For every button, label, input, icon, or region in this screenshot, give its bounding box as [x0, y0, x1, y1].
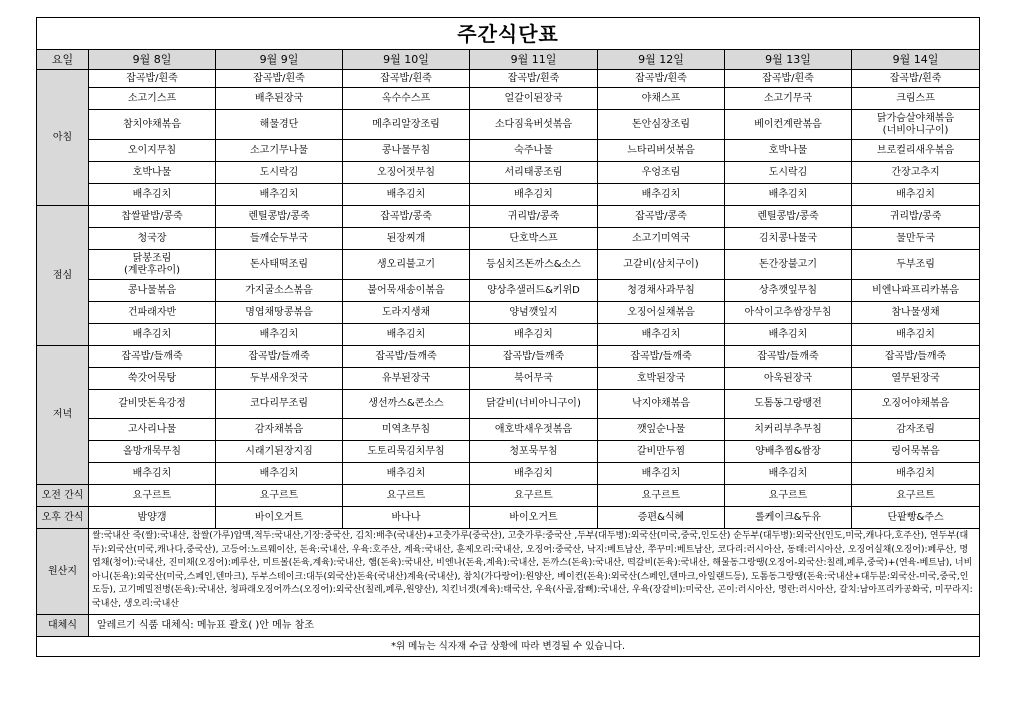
- lunch-menu-item: 고갈비(삼치구이): [598, 250, 725, 280]
- dinner-menu-item: 고사리나물: [89, 419, 216, 441]
- breakfast-menu-item: 브로컬리새우볶음: [852, 140, 980, 162]
- lunch-menu-item: 배추김치: [852, 324, 980, 346]
- dinner-row: [37, 463, 980, 485]
- dinner-menu-item: 갈비만두찜: [598, 441, 725, 463]
- breakfast-menu-item: 잡곡밥/흰죽: [852, 70, 980, 88]
- dinner-menu-item: 감자조림: [852, 419, 980, 441]
- lunch-row: [37, 206, 980, 228]
- breakfast-menu-item: 잡곡밥/흰죽: [343, 70, 470, 88]
- lunch-menu-item: 양념깻잎지: [470, 302, 598, 324]
- morning-snack-item: 요구르트: [725, 485, 852, 507]
- dinner-menu-item: 북어무국: [470, 368, 598, 390]
- dinner-menu-item: 열무된장국: [852, 368, 980, 390]
- dinner-menu-item: 오징어야채볶음: [852, 390, 980, 419]
- afternoon-snack-label: 오후 간식: [37, 507, 89, 529]
- lunch-row: [37, 280, 980, 302]
- breakfast-menu-item: 소고기무나물: [216, 140, 343, 162]
- lunch-menu-item: 렌틸콩밥/콩죽: [725, 206, 852, 228]
- dinner-menu-item: 잡곡밥/들깨죽: [343, 346, 470, 368]
- origin-label: 원산지: [37, 529, 89, 615]
- dinner-menu-item: 잡곡밥/들깨죽: [725, 346, 852, 368]
- breakfast-menu-item: 소고기무국: [725, 88, 852, 110]
- day-header-4: 9월 11일: [470, 50, 598, 70]
- morning-snack-item: 요구르트: [89, 485, 216, 507]
- breakfast-menu-item: 느타리버섯볶음: [598, 140, 725, 162]
- breakfast-label: 아침: [37, 70, 89, 206]
- dinner-menu-item: 두부새우젓국: [216, 368, 343, 390]
- breakfast-menu-item: 도시락김: [725, 162, 852, 184]
- dinner-menu-item: 애호박새우젓볶음: [470, 419, 598, 441]
- lunch-row: [37, 228, 980, 250]
- afternoon-snack-item: 롤케이크&두유: [725, 507, 852, 529]
- dinner-menu-item: 유부된장국: [343, 368, 470, 390]
- dinner-menu-item: 쑥갓어묵탕: [89, 368, 216, 390]
- afternoon-snack-row: [37, 507, 980, 529]
- afternoon-snack-item: 바나나: [343, 507, 470, 529]
- lunch-menu-item: 두부조림: [852, 250, 980, 280]
- dinner-menu-item: 닭갈비(너비아니구이): [470, 390, 598, 419]
- notice-text: *위 메뉴는 식자재 수급 상황에 따라 변경될 수 있습니다.: [37, 637, 980, 657]
- breakfast-menu-item: 야채스프: [598, 88, 725, 110]
- alternative-row: [37, 615, 980, 637]
- breakfast-menu-item: 서리태콩조림: [470, 162, 598, 184]
- dinner-row: [37, 346, 980, 368]
- lunch-menu-item: 청국장: [89, 228, 216, 250]
- day-header-row: [37, 50, 980, 70]
- lunch-menu-item: 돈간장불고기: [725, 250, 852, 280]
- afternoon-snack-item: 증편&식혜: [598, 507, 725, 529]
- lunch-row: [37, 302, 980, 324]
- breakfast-menu-item: 잡곡밥/흰죽: [725, 70, 852, 88]
- breakfast-menu-item: 돈안심장조림: [598, 110, 725, 140]
- lunch-menu-item: 잡곡밥/콩죽: [598, 206, 725, 228]
- dinner-menu-item: 시래기된장지짐: [216, 441, 343, 463]
- dinner-row: [37, 390, 980, 419]
- origin-text: 쌀:국내산 죽(쌀):국내산, 찹쌀(가루)압맥,적두:국내산,기장:중국산, 김치:배추(국내산)+고춧가루(중국산), 고춧가루:중국산 ,두부(대두병):외국산(미국,중국,인도산) 순두부(대두병):외국산(인도,미국,캐나다,호주산), 연두부(대두):외국산(미국,캐나다,중국산), 고등어:노르웨이산, 돈육:국내산, 우육:호주산, 계육:국내산, 훈제오리:국내산, 오징어:중국산, 낙지:베트남산, 쭈꾸미:베트남산, 코다리:러시아산, 동태:러시아산, 오징어실채(오징어):페루산, 명엽채(청어):국내산, 진미채(오징어):페루산, 미트볼(돈육,계육):국내산, 햄(돈육):국내산, 비엔나(돈육,계육):국내산, 돈까스(돈육):국내산, 떡갈비(돈육):국내산, 해물동그랑땡(오징어-외국산:칠레,페루,중국)+(연육-베트남), 너비아니(돈육):외국산(미국,스페인,덴마크), 두부스테이크:대두(외국산)돈육(국내산)계육(국내산), 참치(가다랑어):원양산, 베이컨(돈육):외국산(스페인,덴마크,아일랜드등), 도톰동그랑땡(돈육:국내산+대두분:외국산-미국,중국,인도등), 고기메밀전병(돈육):국내산, 청파래오징어까스(오징어):외국산(칠레,페루,원양산), 치킨너겟(계육):태국산, 우육(사골,잡뼈):국내산, 우육(장갈비):미국산, 곤이:러시아산, 명란:러시아산, 갈치:남아프리카공화국, 미꾸라지:국내산, 생오리:국내산: [89, 529, 980, 615]
- lunch-menu-item: 등심치즈돈까스&소스: [470, 250, 598, 280]
- dinner-row: [37, 368, 980, 390]
- lunch-menu-item: 콩나물볶음: [89, 280, 216, 302]
- notice-row: [37, 637, 980, 657]
- morning-snack-row: [37, 485, 980, 507]
- dinner-menu-item: 도톰동그랑땡전: [725, 390, 852, 419]
- lunch-menu-item: 잡곡밥/콩죽: [343, 206, 470, 228]
- lunch-menu-item: 배추김치: [216, 324, 343, 346]
- lunch-menu-item: 배추김치: [470, 324, 598, 346]
- lunch-menu-item: 배추김치: [89, 324, 216, 346]
- afternoon-snack-item: 단팥빵&주스: [852, 507, 980, 529]
- weekly-menu-sheet: [36, 17, 979, 657]
- dinner-menu-item: 링어묵볶음: [852, 441, 980, 463]
- dinner-menu-item: 낙지야채볶음: [598, 390, 725, 419]
- dinner-menu-item: 배추김치: [216, 463, 343, 485]
- lunch-menu-item: 양상추샐러드&키위D: [470, 280, 598, 302]
- breakfast-menu-item: 얼갈이된장국: [470, 88, 598, 110]
- breakfast-menu-item: 배추된장국: [216, 88, 343, 110]
- dinner-menu-item: 배추김치: [89, 463, 216, 485]
- dinner-row: [37, 441, 980, 463]
- dinner-menu-item: 잡곡밥/들깨죽: [598, 346, 725, 368]
- breakfast-menu-item: 잡곡밥/흰죽: [598, 70, 725, 88]
- alternative-text: 알레르기 식품 대체식: 메뉴표 괄호( )안 메뉴 참조: [89, 615, 980, 637]
- lunch-menu-item: 닭봉조림 (계란후라이): [89, 250, 216, 280]
- day-header-5: 9월 12일: [598, 50, 725, 70]
- breakfast-menu-item: 배추김치: [343, 184, 470, 206]
- dinner-menu-item: 잡곡밥/들깨죽: [216, 346, 343, 368]
- lunch-menu-item: 명엽채땅콩볶음: [216, 302, 343, 324]
- lunch-menu-item: 오징어실채볶음: [598, 302, 725, 324]
- page-title: 주간식단표: [37, 18, 980, 50]
- lunch-menu-item: 된장찌개: [343, 228, 470, 250]
- breakfast-menu-item: 간장고추지: [852, 162, 980, 184]
- lunch-row: [37, 250, 980, 280]
- dinner-menu-item: 배추김치: [343, 463, 470, 485]
- breakfast-row: [37, 110, 980, 140]
- lunch-menu-item: 귀리밥/콩죽: [852, 206, 980, 228]
- dinner-menu-item: 아욱된장국: [725, 368, 852, 390]
- breakfast-menu-item: 배추김치: [725, 184, 852, 206]
- dinner-menu-item: 잡곡밥/들깨죽: [470, 346, 598, 368]
- lunch-menu-item: 비엔나파프리카볶음: [852, 280, 980, 302]
- breakfast-menu-item: 호박나물: [725, 140, 852, 162]
- dinner-menu-item: 배추김치: [725, 463, 852, 485]
- breakfast-menu-item: 숙주나물: [470, 140, 598, 162]
- dinner-menu-item: 코다리무조림: [216, 390, 343, 419]
- morning-snack-item: 요구르트: [216, 485, 343, 507]
- breakfast-menu-item: 잡곡밥/흰죽: [216, 70, 343, 88]
- breakfast-menu-item: 잡곡밥/흰죽: [89, 70, 216, 88]
- weekly-menu-table: [36, 17, 980, 657]
- breakfast-row: [37, 140, 980, 162]
- dinner-menu-item: 미역초무침: [343, 419, 470, 441]
- breakfast-menu-item: 소고기스프: [89, 88, 216, 110]
- breakfast-menu-item: 베이컨계란볶음: [725, 110, 852, 140]
- lunch-menu-item: 청경채사과무침: [598, 280, 725, 302]
- dinner-menu-item: 배추김치: [852, 463, 980, 485]
- dinner-menu-item: 양배추찜&쌈장: [725, 441, 852, 463]
- breakfast-menu-item: 크림스프: [852, 88, 980, 110]
- lunch-menu-item: 돈사태떡조림: [216, 250, 343, 280]
- breakfast-row: [37, 70, 980, 88]
- lunch-menu-item: 배추김치: [343, 324, 470, 346]
- breakfast-row: [37, 184, 980, 206]
- dinner-menu-item: 호박된장국: [598, 368, 725, 390]
- breakfast-menu-item: 배추김치: [89, 184, 216, 206]
- lunch-menu-item: 들깨순두부국: [216, 228, 343, 250]
- morning-snack-item: 요구르트: [852, 485, 980, 507]
- morning-snack-label: 오전 간식: [37, 485, 89, 507]
- afternoon-snack-item: 바이오거트: [470, 507, 598, 529]
- day-label: 요일: [37, 50, 89, 70]
- origin-row: [37, 529, 980, 615]
- breakfast-menu-item: 우엉조림: [598, 162, 725, 184]
- breakfast-menu-item: 콩나물무침: [343, 140, 470, 162]
- lunch-row: [37, 324, 980, 346]
- day-header-1: 9월 8일: [89, 50, 216, 70]
- dinner-menu-item: 치커리부추무침: [725, 419, 852, 441]
- breakfast-menu-item: 도시락김: [216, 162, 343, 184]
- lunch-menu-item: 단호박스프: [470, 228, 598, 250]
- lunch-label: 점심: [37, 206, 89, 346]
- breakfast-menu-item: 잡곡밥/흰죽: [470, 70, 598, 88]
- lunch-menu-item: 찹쌀팥밥/콩죽: [89, 206, 216, 228]
- dinner-label: 저녁: [37, 346, 89, 485]
- breakfast-menu-item: 배추김치: [470, 184, 598, 206]
- afternoon-snack-item: 밤양갱: [89, 507, 216, 529]
- breakfast-row: [37, 88, 980, 110]
- lunch-menu-item: 렌틸콩밥/콩죽: [216, 206, 343, 228]
- lunch-menu-item: 불어묵새송이볶음: [343, 280, 470, 302]
- breakfast-menu-item: 배추김치: [216, 184, 343, 206]
- dinner-row: [37, 419, 980, 441]
- morning-snack-item: 요구르트: [343, 485, 470, 507]
- lunch-menu-item: 건파래자반: [89, 302, 216, 324]
- dinner-menu-item: 잡곡밥/들깨죽: [89, 346, 216, 368]
- dinner-menu-item: 감자채볶음: [216, 419, 343, 441]
- breakfast-row: [37, 162, 980, 184]
- dinner-menu-item: 배추김치: [470, 463, 598, 485]
- lunch-menu-item: 가지굴소스볶음: [216, 280, 343, 302]
- dinner-menu-item: 갈비맛돈육강정: [89, 390, 216, 419]
- dinner-menu-item: 배추김치: [598, 463, 725, 485]
- lunch-menu-item: 배추김치: [598, 324, 725, 346]
- breakfast-menu-item: 호박나물: [89, 162, 216, 184]
- dinner-menu-item: 잡곡밥/들깨죽: [852, 346, 980, 368]
- lunch-menu-item: 생오리불고기: [343, 250, 470, 280]
- lunch-menu-item: 배추김치: [725, 324, 852, 346]
- lunch-menu-item: 소고기미역국: [598, 228, 725, 250]
- lunch-menu-item: 상추깻잎무침: [725, 280, 852, 302]
- breakfast-menu-item: 오징어젓무침: [343, 162, 470, 184]
- day-header-3: 9월 10일: [343, 50, 470, 70]
- morning-snack-item: 요구르트: [598, 485, 725, 507]
- breakfast-menu-item: 배추김치: [852, 184, 980, 206]
- lunch-menu-item: 도라지생채: [343, 302, 470, 324]
- dinner-menu-item: 청포묵무침: [470, 441, 598, 463]
- breakfast-menu-item: 메추리알장조림: [343, 110, 470, 140]
- alternative-label: 대체식: [37, 615, 89, 637]
- dinner-menu-item: 깻잎순나물: [598, 419, 725, 441]
- breakfast-menu-item: 소다짐육버섯볶음: [470, 110, 598, 140]
- lunch-menu-item: 물만두국: [852, 228, 980, 250]
- breakfast-menu-item: 배추김치: [598, 184, 725, 206]
- lunch-menu-item: 김치콩나물국: [725, 228, 852, 250]
- dinner-menu-item: 생선까스&콘소스: [343, 390, 470, 419]
- day-header-7: 9월 14일: [852, 50, 980, 70]
- afternoon-snack-item: 바이오거트: [216, 507, 343, 529]
- lunch-menu-item: 아삭이고추쌈장무침: [725, 302, 852, 324]
- breakfast-menu-item: 해물경단: [216, 110, 343, 140]
- lunch-menu-item: 귀리밥/콩죽: [470, 206, 598, 228]
- breakfast-menu-item: 닭가슴살야채볶음 (너비아니구이): [852, 110, 980, 140]
- lunch-menu-item: 참나물생채: [852, 302, 980, 324]
- dinner-menu-item: 도토리묵김치무침: [343, 441, 470, 463]
- day-header-2: 9월 9일: [216, 50, 343, 70]
- morning-snack-item: 요구르트: [470, 485, 598, 507]
- breakfast-menu-item: 참치야채볶음: [89, 110, 216, 140]
- dinner-menu-item: 올방개묵무침: [89, 441, 216, 463]
- breakfast-menu-item: 옥수수스프: [343, 88, 470, 110]
- day-header-6: 9월 13일: [725, 50, 852, 70]
- breakfast-menu-item: 오이지무침: [89, 140, 216, 162]
